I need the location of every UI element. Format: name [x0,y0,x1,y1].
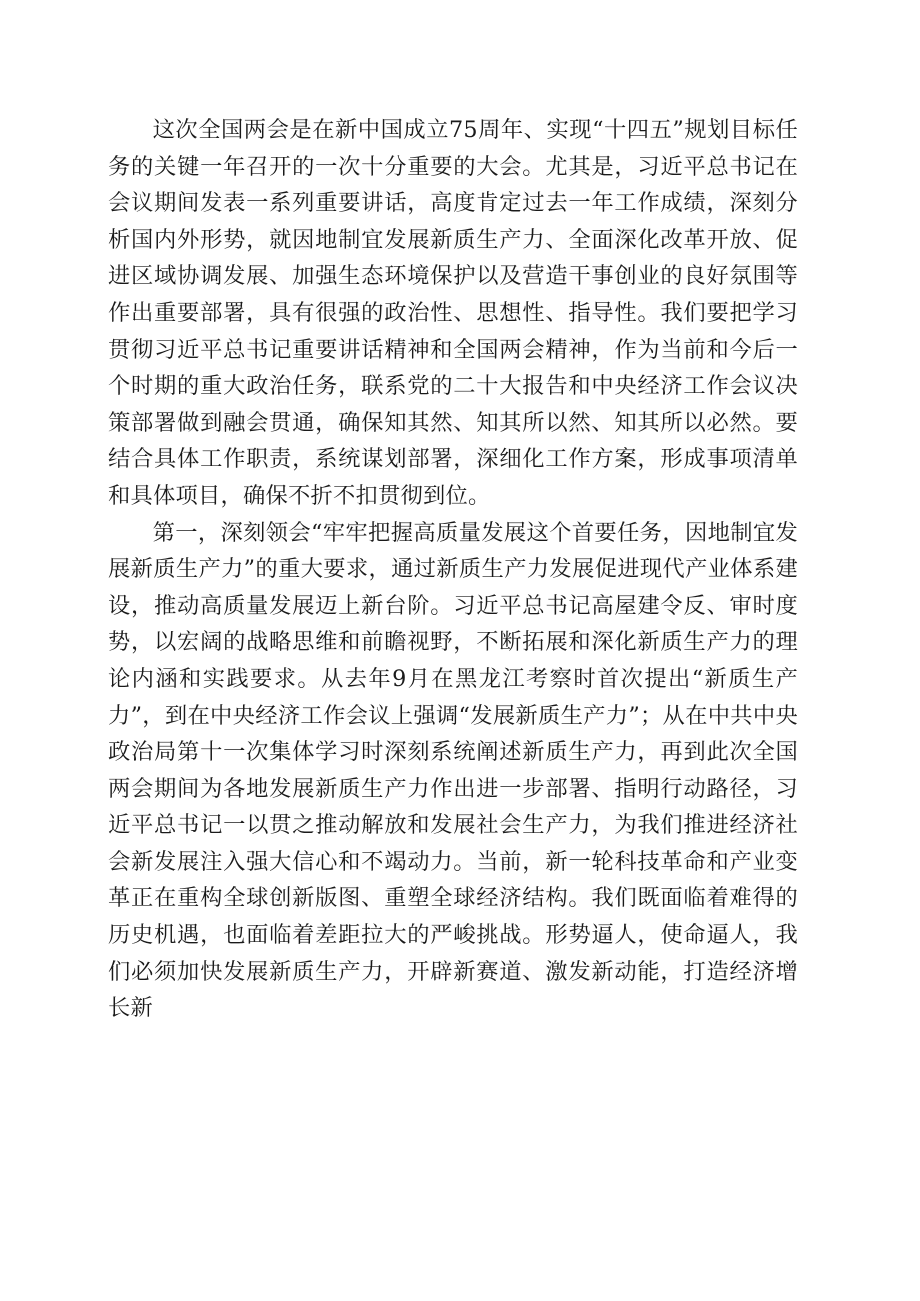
paragraph-1: 这次全国两会是在新中国成立75周年、实现“十四五”规划目标任务的关键一年召开的一次十分重要的大会。尤其是，习近平总书记在会议期间发表一系列重要讲话，高度肯定过去一年工作成绩，深刻分析国内外形势，就因地制宜发展新质生产力、全面深化改革开放、促进区域协调发展、加强生态环境保护以及营造干事创业的良好氛围等作出重要部署，具有很强的政治性、思想性、指导性。我们要把学习贯彻习近平总书记重要讲话精神和全国两会精神，作为当前和今后一个时期的重大政治任务，联系党的二十大报告和中央经济工作会议决策部署做到融会贯通，确保知其然、知其所以然、知其所以必然。要结合具体工作职责，系统谋划部署，深细化工作方案，形成事项清单和具体项目，确保不折不扣贯彻到位。 [108,117,798,509]
paragraph-2: 第一，深刻领会“牢牢把握高质量发展这个首要任务，因地制宜发展新质生产力”的重大要求，通过新质生产力发展促进现代产业体系建设，推动高质量发展迈上新台阶。习近平总书记高屋建令反、审时度势，以宏阔的战略思维和前瞻视野，不断拓展和深化新质生产力的理论内涵和实践要求。从去年9月在黑龙江考察时首次提出“新质生产力”，到在中央经济工作会议上强调“发展新质生产力”；从在中共中央政治局第十一次集体学习时深刻系统阐述新质生产力，再到此次全国两会期间为各地发展新质生产力作出进一步部署、指明行动路径，习近平总书记一以贯之推动解放和发展社会生产力，为我们推进经济社会新发展注入强大信心和不竭动力。当前，新一轮科技革命和产业变革正在重构全球创新版图、重塑全球经济结构。我们既面临着难得的历史机遇，也面临着差距拉大的严峻挑战。形势逼人，使命逼人，我们必须加快发展新质生产力，开辟新赛道、激发新动能，打造经济增长新 [108,519,798,1022]
document-body [108,112,798,1027]
